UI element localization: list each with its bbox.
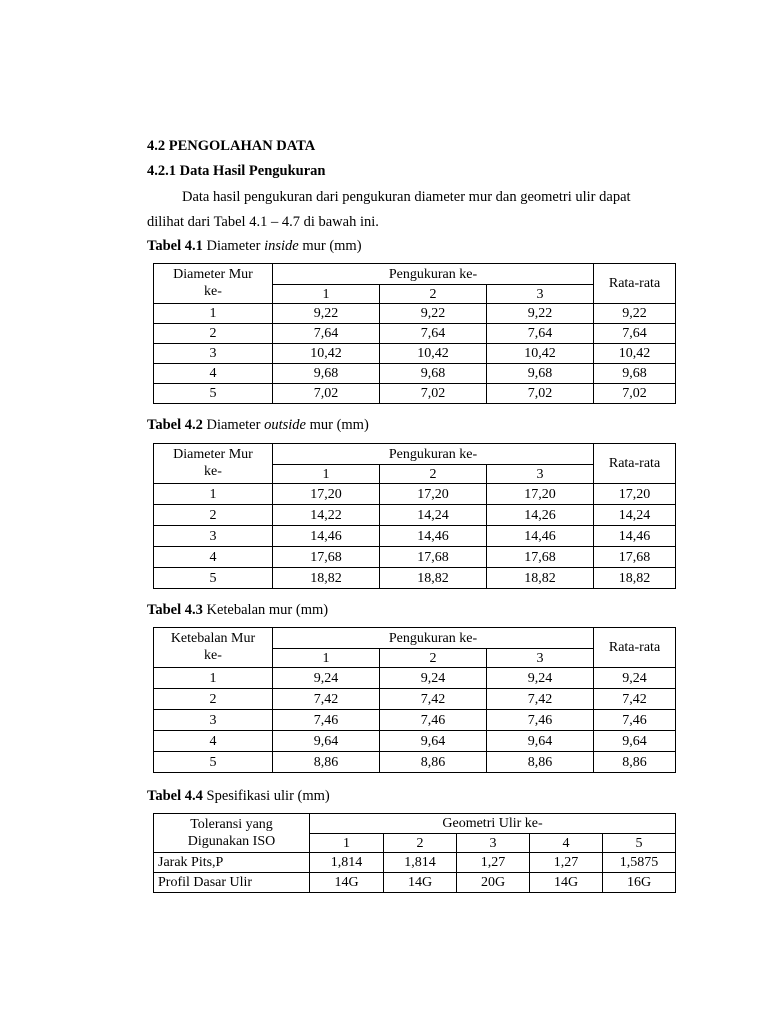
cell: 5 — [154, 752, 273, 773]
rata-rata-header: Rata-rata — [594, 264, 676, 304]
cell: 9,64 — [380, 731, 487, 752]
cell: 1 — [154, 484, 273, 505]
table-4-3 — [153, 627, 676, 773]
cell: 10,42 — [380, 344, 487, 364]
table-row — [154, 484, 676, 505]
cell: 17,20 — [594, 484, 676, 505]
table-row — [154, 873, 676, 893]
sub-header: 1 — [273, 285, 380, 304]
group-header: Geometri Ulir ke- — [310, 814, 676, 834]
cell: 4 — [154, 731, 273, 752]
cell: 18,82 — [380, 568, 487, 589]
rata-rata-header: Rata-rata — [594, 444, 676, 484]
cell: 9,64 — [273, 731, 380, 752]
group-header: Pengukuran ke- — [273, 628, 594, 649]
cell: 9,22 — [594, 304, 676, 324]
table-row — [154, 384, 676, 404]
table-row — [154, 731, 676, 752]
table-caption-4-1: Tabel 4.1 Diameter inside mur (mm) — [147, 238, 362, 254]
cell: 9,24 — [380, 668, 487, 689]
cell: 18,82 — [273, 568, 380, 589]
sub-header: 3 — [487, 649, 594, 668]
cell: 1 — [154, 668, 273, 689]
cell: 4 — [154, 364, 273, 384]
sub-header: 3 — [487, 285, 594, 304]
group-header: Pengukuran ke- — [273, 264, 594, 285]
subsection-title: 4.2.1 Data Hasil Pengukuran — [147, 163, 326, 179]
cell: 14G — [384, 873, 457, 893]
cell: 9,68 — [594, 364, 676, 384]
cell: 16G — [603, 873, 676, 893]
cell: 18,82 — [487, 568, 594, 589]
sub-header: 1 — [273, 465, 380, 484]
cell: 9,24 — [487, 668, 594, 689]
sub-header: 2 — [380, 465, 487, 484]
cell: 1,814 — [384, 853, 457, 873]
cell: 7,42 — [273, 689, 380, 710]
table-row — [154, 568, 676, 589]
cell: 1 — [154, 304, 273, 324]
paragraph-line-2: dilihat dari Tabel 4.1 – 4.7 di bawah ini. — [147, 214, 379, 230]
cell: 7,42 — [594, 689, 676, 710]
sub-header: 4 — [530, 834, 603, 853]
cell: 2 — [154, 689, 273, 710]
cell: 17,20 — [487, 484, 594, 505]
cell: 3 — [154, 344, 273, 364]
cell: 7,02 — [273, 384, 380, 404]
cell: 9,24 — [594, 668, 676, 689]
cell: 9,22 — [273, 304, 380, 324]
cell: 1,27 — [457, 853, 530, 873]
cell: 9,68 — [380, 364, 487, 384]
cell: 17,68 — [273, 547, 380, 568]
cell: 14G — [310, 873, 384, 893]
table-row — [154, 304, 676, 324]
cell: 1,5875 — [603, 853, 676, 873]
cell: 20G — [457, 873, 530, 893]
cell: 17,68 — [594, 547, 676, 568]
table-row — [154, 668, 676, 689]
cell: 17,20 — [273, 484, 380, 505]
table-caption-4-4: Tabel 4.4 Spesifikasi ulir (mm) — [147, 788, 330, 804]
left-header: Toleransi yang Digunakan ISO — [154, 814, 310, 853]
table-row — [154, 526, 676, 547]
cell: 7,46 — [273, 710, 380, 731]
cell: 7,02 — [380, 384, 487, 404]
cell: 5 — [154, 568, 273, 589]
cell: 14,24 — [594, 505, 676, 526]
table-row — [154, 689, 676, 710]
cell: 8,86 — [487, 752, 594, 773]
table-row — [154, 344, 676, 364]
table-row — [154, 324, 676, 344]
cell: 14,46 — [594, 526, 676, 547]
cell: 3 — [154, 526, 273, 547]
cell: 5 — [154, 384, 273, 404]
cell: 9,24 — [273, 668, 380, 689]
section-title: 4.2 PENGOLAHAN DATA — [147, 138, 316, 154]
table-4-2 — [153, 443, 676, 589]
cell: 9,68 — [273, 364, 380, 384]
sub-header: 2 — [380, 649, 487, 668]
left-header: Diameter Mur ke- — [154, 264, 273, 304]
table-4-1 — [153, 263, 676, 404]
table-4-4 — [153, 813, 676, 893]
cell: 3 — [154, 710, 273, 731]
left-header: Ketebalan Mur ke- — [154, 628, 273, 668]
cell: 14,46 — [380, 526, 487, 547]
cell: 8,86 — [273, 752, 380, 773]
sub-header: 3 — [457, 834, 530, 853]
cell: 9,22 — [380, 304, 487, 324]
cell: 9,68 — [487, 364, 594, 384]
table-row — [154, 505, 676, 526]
table-row — [154, 547, 676, 568]
sub-header: 3 — [487, 465, 594, 484]
cell: 18,82 — [594, 568, 676, 589]
left-header: Diameter Mur ke- — [154, 444, 273, 484]
table-caption-4-2: Tabel 4.2 Diameter outside mur (mm) — [147, 417, 369, 433]
cell: 7,64 — [487, 324, 594, 344]
cell: 7,64 — [273, 324, 380, 344]
rata-rata-header: Rata-rata — [594, 628, 676, 668]
cell: 1,27 — [530, 853, 603, 873]
sub-header: 1 — [310, 834, 384, 853]
cell: 14G — [530, 873, 603, 893]
cell: 14,22 — [273, 505, 380, 526]
table-row — [154, 853, 676, 873]
cell: 9,64 — [594, 731, 676, 752]
cell: 17,20 — [380, 484, 487, 505]
table-row — [154, 710, 676, 731]
cell: 14,24 — [380, 505, 487, 526]
cell: 7,64 — [380, 324, 487, 344]
sub-header: 5 — [603, 834, 676, 853]
cell: 7,02 — [594, 384, 676, 404]
table-row — [154, 364, 676, 384]
cell: 2 — [154, 324, 273, 344]
row-label: Jarak Pits,P — [154, 853, 310, 873]
cell: 17,68 — [380, 547, 487, 568]
cell: 10,42 — [273, 344, 380, 364]
paragraph-line-1: Data hasil pengukuran dari pengukuran diameter mur dan geometri ulir dapat — [182, 189, 631, 205]
cell: 14,46 — [487, 526, 594, 547]
row-label: Profil Dasar Ulir — [154, 873, 310, 893]
cell: 9,22 — [487, 304, 594, 324]
cell: 8,86 — [594, 752, 676, 773]
sub-header: 1 — [273, 649, 380, 668]
cell: 17,68 — [487, 547, 594, 568]
cell: 7,46 — [594, 710, 676, 731]
cell: 7,42 — [380, 689, 487, 710]
cell: 7,02 — [487, 384, 594, 404]
cell: 14,26 — [487, 505, 594, 526]
table-caption-4-3: Tabel 4.3 Ketebalan mur (mm) — [147, 602, 329, 618]
sub-header: 2 — [380, 285, 487, 304]
cell: 9,64 — [487, 731, 594, 752]
cell: 7,64 — [594, 324, 676, 344]
cell: 7,46 — [487, 710, 594, 731]
cell: 4 — [154, 547, 273, 568]
cell: 8,86 — [380, 752, 487, 773]
cell: 1,814 — [310, 853, 384, 873]
cell: 14,46 — [273, 526, 380, 547]
cell: 10,42 — [487, 344, 594, 364]
cell: 10,42 — [594, 344, 676, 364]
cell: 7,46 — [380, 710, 487, 731]
cell: 2 — [154, 505, 273, 526]
group-header: Pengukuran ke- — [273, 444, 594, 465]
sub-header: 2 — [384, 834, 457, 853]
cell: 7,42 — [487, 689, 594, 710]
table-row — [154, 752, 676, 773]
